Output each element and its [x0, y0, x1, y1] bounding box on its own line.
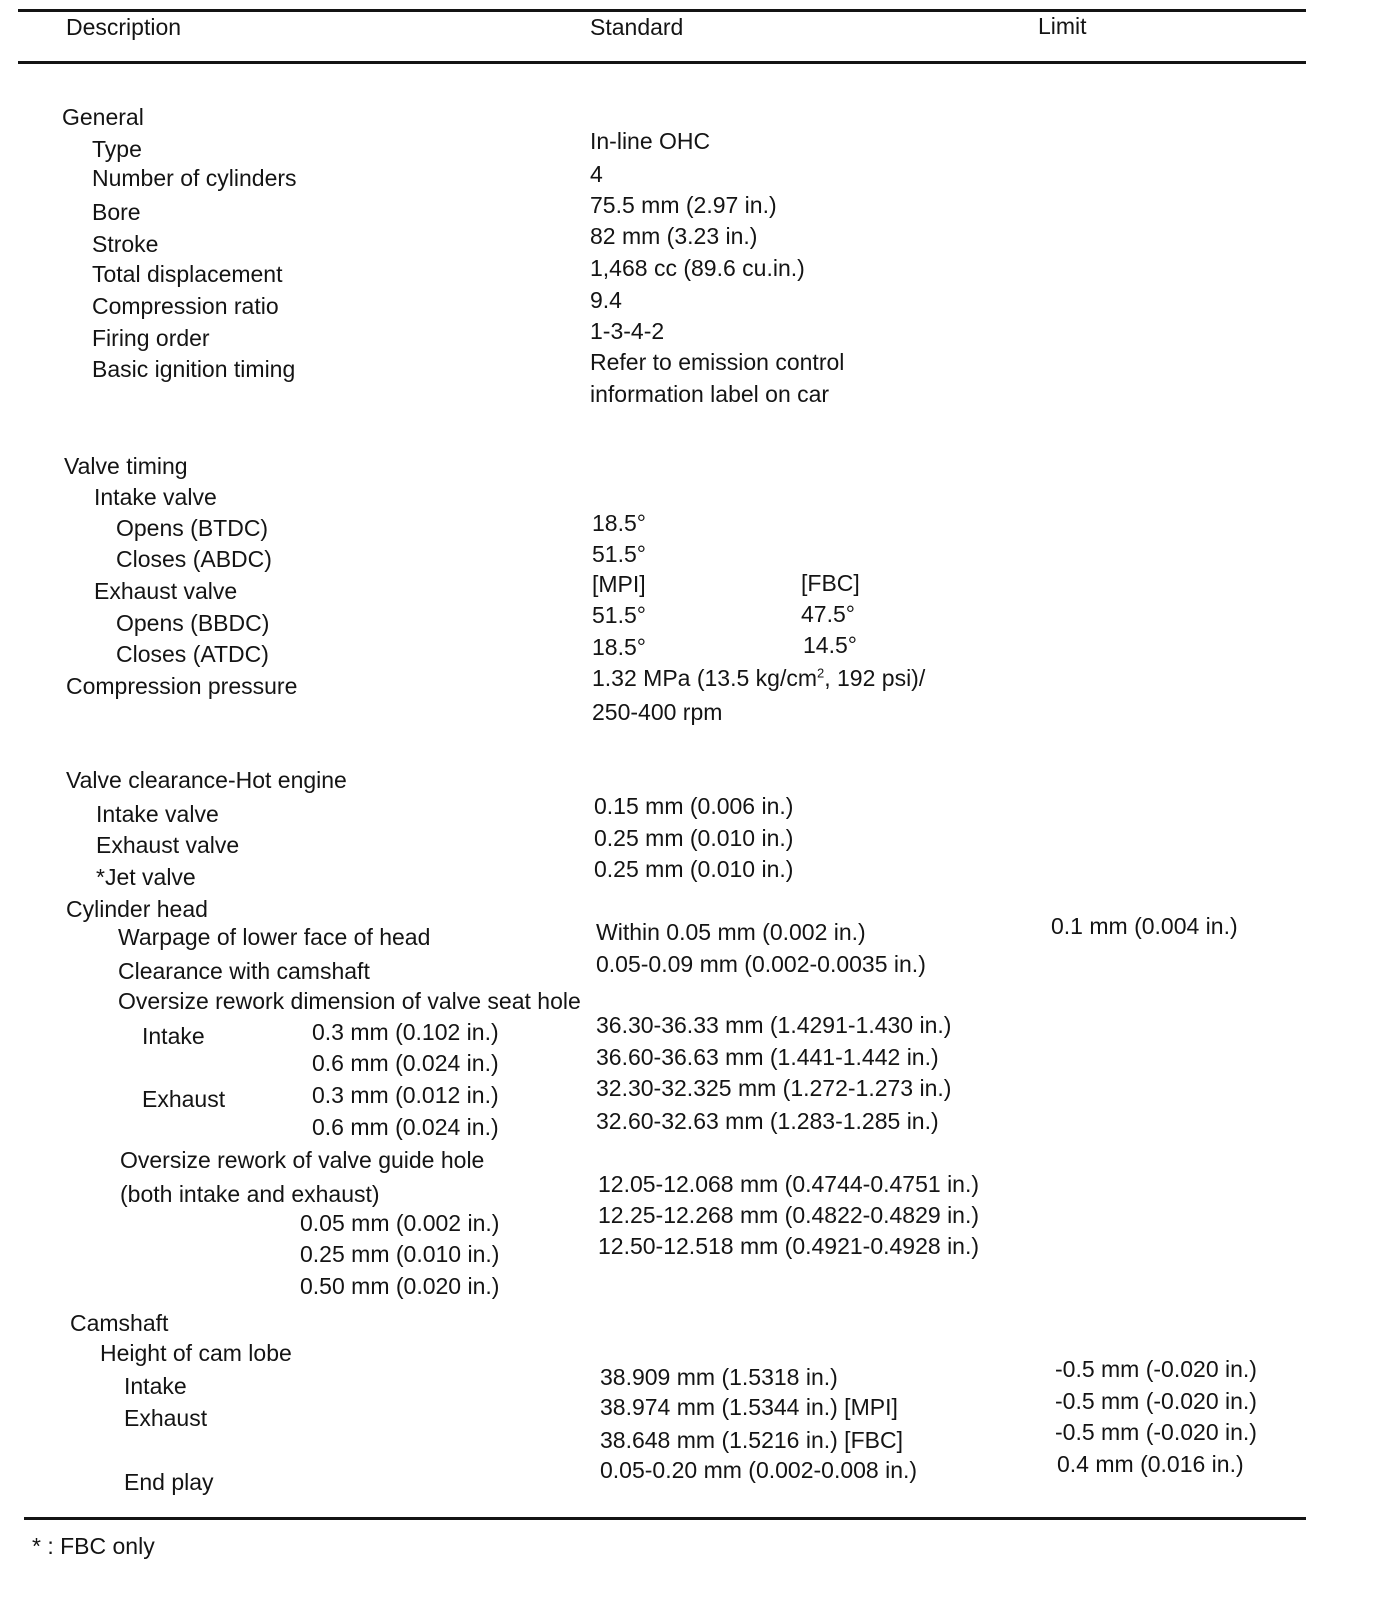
stroke-value: 82 mm (3.23 in.): [590, 223, 758, 249]
footer-rule: [24, 1517, 1306, 1520]
exhaust-opens-fbc: 47.5°: [801, 601, 855, 627]
cam-lobe-title: Height of cam lobe: [100, 1340, 292, 1366]
ignition-timing-value-2: information label on car: [590, 381, 830, 407]
displacement-label: Total displacement: [92, 261, 283, 287]
camshaft-title: Camshaft: [70, 1310, 169, 1336]
stroke-label: Stroke: [92, 231, 159, 257]
clearance-jet-label: *Jet valve: [96, 864, 196, 890]
cam-exhaust-label: Exhaust: [124, 1405, 208, 1431]
seat-size: 0.6 mm (0.024 in.): [312, 1114, 499, 1140]
clearance-intake-value: 0.15 mm (0.006 in.): [594, 793, 794, 819]
compression-pressure-label: Compression pressure: [66, 673, 298, 699]
valve-clearance-title: Valve clearance-Hot engine: [66, 767, 347, 793]
header-standard: Standard: [590, 14, 684, 40]
header-limit: Limit: [1038, 13, 1087, 39]
exhaust-opens-mpi: 51.5°: [592, 602, 646, 628]
compression-pressure-superscript: 2: [817, 665, 825, 681]
ignition-timing-value-1: Refer to emission control: [590, 349, 845, 375]
footnote: * : FBC only: [32, 1533, 155, 1559]
cam-intake-value: 38.909 mm (1.5318 in.): [600, 1364, 838, 1390]
type-label: Type: [92, 136, 142, 162]
cylinders-label: Number of cylinders: [92, 165, 297, 191]
camshaft-clearance-label: Clearance with camshaft: [118, 958, 370, 984]
end-play-value: 0.05-0.20 mm (0.002-0.008 in.): [600, 1457, 918, 1483]
exhaust-closes-label: Closes (ATDC): [116, 641, 269, 667]
compression-ratio-value: 9.4: [590, 287, 622, 313]
clearance-exhaust-label: Exhaust valve: [96, 832, 240, 858]
firing-order-value: 1-3-4-2: [590, 318, 665, 344]
header-top-rule: [18, 9, 1306, 12]
compression-pressure-rpm: 250-400 rpm: [592, 699, 723, 725]
general-title: General: [62, 104, 144, 130]
clearance-intake-label: Intake valve: [96, 801, 219, 827]
seat-exhaust-label: Exhaust: [142, 1086, 226, 1112]
guide-value: 12.50-12.518 mm (0.4921-0.4928 in.): [598, 1233, 980, 1259]
mpi-column-label: [MPI]: [592, 571, 646, 597]
ignition-timing-label: Basic ignition timing: [92, 356, 296, 382]
exhaust-closes-mpi: 18.5°: [592, 634, 646, 660]
end-play-label: End play: [124, 1469, 214, 1495]
header-description: Description: [66, 14, 182, 40]
seat-hole-title: Oversize rework dimension of valve seat hole: [118, 988, 581, 1014]
firing-order-label: Firing order: [92, 325, 210, 351]
bore-value: 75.5 mm (2.97 in.): [590, 192, 777, 218]
type-value: In-line OHC: [590, 128, 711, 154]
clearance-jet-value: 0.25 mm (0.010 in.): [594, 856, 794, 882]
seat-size: 0.3 mm (0.012 in.): [312, 1082, 499, 1108]
seat-intake-label: Intake: [142, 1023, 205, 1049]
warpage-limit: 0.1 mm (0.004 in.): [1051, 913, 1238, 939]
seat-size: 0.3 mm (0.102 in.): [312, 1019, 499, 1045]
camshaft-clearance-value: 0.05-0.09 mm (0.002-0.0035 in.): [596, 951, 926, 977]
intake-closes-label: Closes (ABDC): [116, 546, 272, 572]
bore-label: Bore: [92, 199, 141, 225]
intake-closes-value: 51.5°: [592, 541, 646, 567]
intake-opens-value: 18.5°: [592, 510, 646, 536]
clearance-exhaust-value: 0.25 mm (0.010 in.): [594, 825, 794, 851]
displacement-value: 1,468 cc (89.6 cu.in.): [590, 255, 805, 281]
guide-size: 0.05 mm (0.002 in.): [300, 1210, 500, 1236]
guide-title-1: Oversize rework of valve guide hole: [120, 1147, 485, 1173]
cam-exhaust-fbc-limit: -0.5 mm (-0.020 in.): [1055, 1419, 1257, 1445]
valve-timing-title: Valve timing: [64, 453, 188, 479]
cam-exhaust-fbc-value: 38.648 mm (1.5216 in.) [FBC]: [600, 1427, 903, 1453]
guide-value: 12.25-12.268 mm (0.4822-0.4829 in.): [598, 1202, 980, 1228]
cylinder-head-title: Cylinder head: [66, 896, 208, 922]
seat-value: 36.60-36.63 mm (1.441-1.442 in.): [596, 1044, 939, 1070]
cam-intake-limit: -0.5 mm (-0.020 in.): [1055, 1356, 1257, 1382]
exhaust-valve-title: Exhaust valve: [94, 578, 238, 604]
seat-size: 0.6 mm (0.024 in.): [312, 1050, 499, 1076]
end-play-limit: 0.4 mm (0.016 in.): [1057, 1451, 1244, 1477]
compression-pressure-value-pre: 1.32 MPa (13.5 kg/cm: [592, 665, 817, 691]
fbc-column-label: [FBC]: [801, 570, 860, 596]
guide-size: 0.25 mm (0.010 in.): [300, 1241, 500, 1267]
cylinders-value: 4: [590, 161, 603, 187]
seat-value: 32.30-32.325 mm (1.272-1.273 in.): [596, 1075, 952, 1101]
cam-intake-label: Intake: [124, 1373, 187, 1399]
compression-ratio-label: Compression ratio: [92, 293, 279, 319]
guide-title-2: (both intake and exhaust): [120, 1181, 380, 1207]
guide-size: 0.50 mm (0.020 in.): [300, 1273, 500, 1299]
warpage-label: Warpage of lower face of head: [118, 924, 431, 950]
exhaust-closes-fbc: 14.5°: [803, 632, 857, 658]
header-bottom-rule: [18, 61, 1306, 64]
seat-value: 36.30-36.33 mm (1.4291-1.430 in.): [596, 1012, 952, 1038]
seat-value: 32.60-32.63 mm (1.283-1.285 in.): [596, 1108, 939, 1134]
warpage-value: Within 0.05 mm (0.002 in.): [596, 919, 866, 945]
exhaust-opens-label: Opens (BBDC): [116, 610, 270, 636]
guide-value: 12.05-12.068 mm (0.4744-0.4751 in.): [598, 1171, 980, 1197]
compression-pressure-value-post: , 192 psi)/: [824, 665, 926, 691]
intake-opens-label: Opens (BTDC): [116, 515, 269, 541]
intake-valve-title: Intake valve: [94, 484, 217, 510]
cam-exhaust-mpi-limit: -0.5 mm (-0.020 in.): [1055, 1388, 1257, 1414]
cam-exhaust-mpi-value: 38.974 mm (1.5344 in.) [MPI]: [600, 1394, 898, 1420]
compression-pressure-value: [592, 664, 925, 692]
